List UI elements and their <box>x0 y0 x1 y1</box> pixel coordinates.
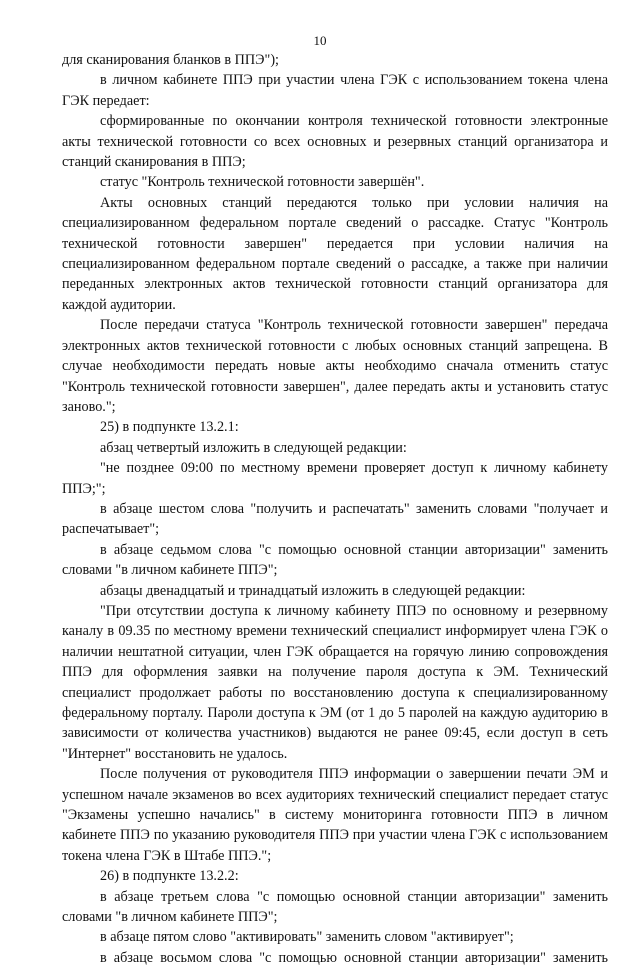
page-number: 10 <box>313 33 327 48</box>
paragraph: Акты основных станций передаются только при условии наличия на специализированном федеральном портале сведений о рассадке. Статус "Контроль технической готовности завершен" передается при условии наличия на специализированном федеральном портале сведений о рассадке, а также при наличии переданных электронных актов технической готовности станций организатора для каждой аудитории. <box>62 194 608 313</box>
paragraph: "При отсутствии доступа к личному кабинету ППЭ по основному и резервному каналу в 09.35 по местному времени технический специалист информирует члена ГЭК о наличии нештатной ситуации, член ГЭК обращается на горячую линию сопровождения ППЭ для оформления заявки на получение пароля доступа к ЭМ. Технический специалист продолжает работы по восстановлению доступа к специализированному федеральному порталу. Пароли доступа к ЭМ (от 1 до 5 паролей на каждую аудиторию в зависимости от количества участников) выдаются не ранее 09:45, если доступ в сеть "Интернет" восстановить не удалось. <box>62 602 608 762</box>
paragraph: для сканирования бланков в ППЭ"); <box>62 52 279 68</box>
paragraph: в абзаце шестом слова "получить и распечатать" заменить словами "получает и распечатывает"; <box>62 500 608 538</box>
paragraph: 26) в подпункте 13.2.2: <box>100 868 239 885</box>
paragraph: в абзаце восьмом слова "с помощью основной станции авторизации" заменить <box>100 949 608 966</box>
document-body <box>62 50 608 968</box>
paragraph: После передачи статуса "Контроль технической готовности завершен" передача электронных актов технической готовности с любых основных станций запрещена. В случае необходимости передать новые акты необходимо сначала отменить статус "Контроль технической готовности завершен", далее передать акты и установить статус заново."; <box>62 317 608 415</box>
paragraph: После получения от руководителя ППЭ информации о завершении печати ЭМ и успешном начале экзаменов во всех аудиториях технический специалист передает статус "Экзамены успешно начались" в систему мониторинга готовности ППЭ в личном кабинете ППЭ по указанию руководителя ППЭ при участии члена ГЭК с использованием токена члена ГЭК в Штабе ППЭ."; <box>62 766 608 864</box>
paragraph: в личном кабинете ППЭ при участии члена ГЭК с использованием токена члена ГЭК передает: <box>62 72 608 109</box>
paragraph: абзацы двенадцатый и тринадцатый изложить в следующей редакции: <box>100 582 526 599</box>
paragraph: "не позднее 09:00 по местному времени проверяет доступ к личному кабинету ППЭ;"; <box>62 460 608 497</box>
paragraph: в абзаце седьмом слова "с помощью основной станции авторизации" заменить словами "в личном кабинете ППЭ"; <box>62 541 608 579</box>
paragraph: в абзаце третьем слова "с помощью основной станции авторизации" заменить словами "в личном кабинете ППЭ"; <box>62 888 608 926</box>
paragraph: 25) в подпункте 13.2.1: <box>100 419 239 436</box>
paragraph: абзац четвертый изложить в следующей редакции: <box>100 439 407 456</box>
paragraph: в абзаце пятом слово "активировать" заменить словом "активирует"; <box>100 929 514 946</box>
paragraph: сформированные по окончании контроля технической готовности электронные акты технической готовности со всех основных и резервных станций организатора и станций сканирования в ППЭ; <box>62 113 608 171</box>
paragraph: статус "Контроль технической готовности завершён". <box>100 174 425 191</box>
